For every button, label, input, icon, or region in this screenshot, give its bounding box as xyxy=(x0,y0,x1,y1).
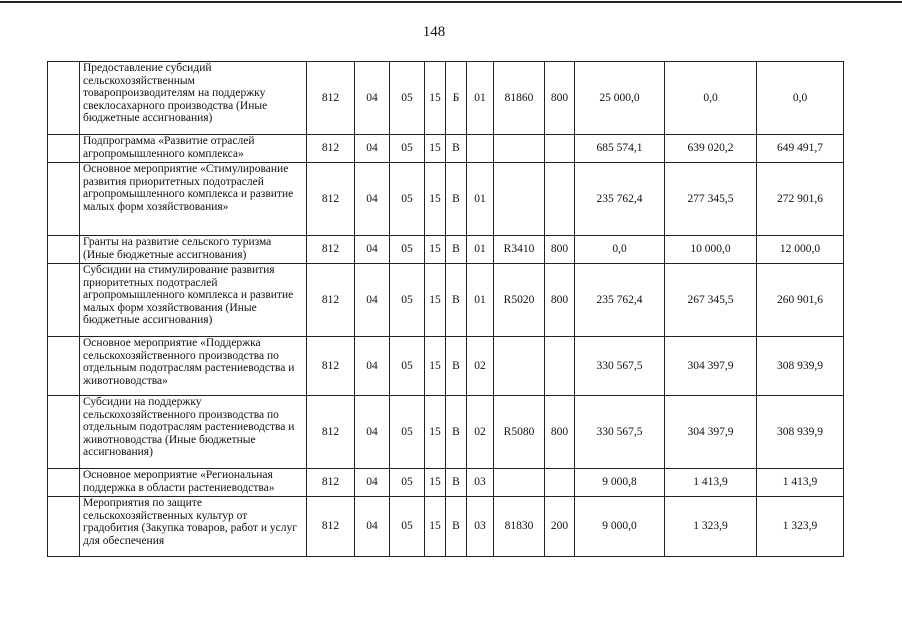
year3-cell: 260 901,6 xyxy=(757,264,844,337)
year3-cell: 649 491,7 xyxy=(757,135,844,163)
year2-cell: 10 000,0 xyxy=(665,236,757,264)
row-name: Подпрограмма «Развитие отраслей агропромышленного комплекса» xyxy=(80,135,307,163)
blank-cell xyxy=(48,135,80,163)
cs3-cell: 02 xyxy=(467,337,494,396)
pr-cell: 05 xyxy=(390,264,425,337)
blank-cell xyxy=(48,236,80,264)
vr-cell xyxy=(545,469,575,497)
table-row xyxy=(48,163,844,236)
blank-cell xyxy=(48,62,80,135)
year2-cell: 1 323,9 xyxy=(665,497,757,557)
year1-cell: 330 567,5 xyxy=(575,396,665,469)
vr-cell xyxy=(545,337,575,396)
cs4-cell xyxy=(494,163,545,236)
grbs-cell: 812 xyxy=(307,337,355,396)
cs3-cell: 03 xyxy=(467,497,494,557)
vr-cell: 800 xyxy=(545,396,575,469)
grbs-cell: 812 xyxy=(307,62,355,135)
cs2-cell: В xyxy=(446,236,467,264)
cs1-cell: 15 xyxy=(425,62,446,135)
cs2-cell: В xyxy=(446,396,467,469)
year1-cell: 25 000,0 xyxy=(575,62,665,135)
cs3-cell: 01 xyxy=(467,264,494,337)
year2-cell: 304 397,9 xyxy=(665,396,757,469)
cs2-cell: В xyxy=(446,264,467,337)
cs2-cell: В xyxy=(446,469,467,497)
vr-cell: 200 xyxy=(545,497,575,557)
rz-cell: 04 xyxy=(355,163,390,236)
year1-cell: 9 000,0 xyxy=(575,497,665,557)
year3-cell: 12 000,0 xyxy=(757,236,844,264)
rz-cell: 04 xyxy=(355,264,390,337)
table-row xyxy=(48,264,844,337)
cs2-cell: В xyxy=(446,135,467,163)
pr-cell: 05 xyxy=(390,135,425,163)
row-name: Основное мероприятие «Стимулирование развития приоритетных подотраслей агропромышленного комплекса и развитие малых форм хозяйствования» xyxy=(80,163,307,236)
blank-cell xyxy=(48,337,80,396)
cs3-cell xyxy=(467,135,494,163)
cs3-cell: 01 xyxy=(467,62,494,135)
cs3-cell: 03 xyxy=(467,469,494,497)
row-name: Субсидии на поддержку сельскохозяйственного производства по отдельным подотраслям растениеводства и животноводства (Иные бюджетные ассигнования) xyxy=(80,396,307,469)
pr-cell: 05 xyxy=(390,62,425,135)
year3-cell: 1 323,9 xyxy=(757,497,844,557)
cs4-cell: R5020 xyxy=(494,264,545,337)
year1-cell: 685 574,1 xyxy=(575,135,665,163)
rz-cell: 04 xyxy=(355,469,390,497)
year3-cell: 308 939,9 xyxy=(757,337,844,396)
year2-cell: 267 345,5 xyxy=(665,264,757,337)
year1-cell: 0,0 xyxy=(575,236,665,264)
year2-cell: 277 345,5 xyxy=(665,163,757,236)
year1-cell: 330 567,5 xyxy=(575,337,665,396)
row-name: Предоставление субсидий сельскохозяйственным товаропроизводителям на поддержку свеклосахарного производства (Иные бюджетные ассигнования) xyxy=(80,62,307,135)
year2-cell: 1 413,9 xyxy=(665,469,757,497)
rz-cell: 04 xyxy=(355,497,390,557)
table-row xyxy=(48,469,844,497)
cs4-cell xyxy=(494,469,545,497)
pr-cell: 05 xyxy=(390,236,425,264)
blank-cell xyxy=(48,469,80,497)
grbs-cell: 812 xyxy=(307,469,355,497)
cs3-cell: 01 xyxy=(467,236,494,264)
cs2-cell: Б xyxy=(446,62,467,135)
pr-cell: 05 xyxy=(390,163,425,236)
cs1-cell: 15 xyxy=(425,163,446,236)
grbs-cell: 812 xyxy=(307,264,355,337)
rz-cell: 04 xyxy=(355,236,390,264)
cs3-cell: 02 xyxy=(467,396,494,469)
vr-cell: 800 xyxy=(545,236,575,264)
year1-cell: 235 762,4 xyxy=(575,163,665,236)
blank-cell xyxy=(48,163,80,236)
rz-cell: 04 xyxy=(355,62,390,135)
table-row xyxy=(48,497,844,557)
year1-cell: 235 762,4 xyxy=(575,264,665,337)
row-name: Гранты на развитие сельского туризма (Иные бюджетные ассигнования) xyxy=(80,236,307,264)
cs1-cell: 15 xyxy=(425,469,446,497)
cs4-cell: 81830 xyxy=(494,497,545,557)
grbs-cell: 812 xyxy=(307,396,355,469)
year3-cell: 0,0 xyxy=(757,62,844,135)
vr-cell xyxy=(545,135,575,163)
blank-cell xyxy=(48,264,80,337)
top-rule xyxy=(0,1,902,3)
year1-cell: 9 000,8 xyxy=(575,469,665,497)
pr-cell: 05 xyxy=(390,469,425,497)
cs1-cell: 15 xyxy=(425,236,446,264)
row-name: Основное мероприятие «Поддержка сельскохозяйственного производства по отдельным подотраслям растениеводства и животноводства» xyxy=(80,337,307,396)
grbs-cell: 812 xyxy=(307,135,355,163)
table-row xyxy=(48,337,844,396)
year2-cell: 639 020,2 xyxy=(665,135,757,163)
cs4-cell: R5080 xyxy=(494,396,545,469)
rz-cell: 04 xyxy=(355,396,390,469)
cs2-cell: В xyxy=(446,497,467,557)
cs1-cell: 15 xyxy=(425,497,446,557)
cs4-cell xyxy=(494,135,545,163)
table-row xyxy=(48,396,844,469)
rz-cell: 04 xyxy=(355,135,390,163)
cs2-cell: В xyxy=(446,337,467,396)
cs3-cell: 01 xyxy=(467,163,494,236)
grbs-cell: 812 xyxy=(307,497,355,557)
pr-cell: 05 xyxy=(390,337,425,396)
year2-cell: 304 397,9 xyxy=(665,337,757,396)
pr-cell: 05 xyxy=(390,396,425,469)
vr-cell: 800 xyxy=(545,62,575,135)
cs1-cell: 15 xyxy=(425,264,446,337)
pr-cell: 05 xyxy=(390,497,425,557)
page-number: 148 xyxy=(422,24,446,40)
cs4-cell: 81860 xyxy=(494,62,545,135)
cs1-cell: 15 xyxy=(425,337,446,396)
cs4-cell: R3410 xyxy=(494,236,545,264)
table-row xyxy=(48,236,844,264)
cs1-cell: 15 xyxy=(425,396,446,469)
row-name: Субсидии на стимулирование развития приоритетных подотраслей агропромышленного комплекса и развитие малых форм хозяйствования (Иные бюджетные ассигнования) xyxy=(80,264,307,337)
rz-cell: 04 xyxy=(355,337,390,396)
row-name: Основное мероприятие «Региональная поддержка в области растениеводства» xyxy=(80,469,307,497)
cs4-cell xyxy=(494,337,545,396)
budget-table xyxy=(47,61,844,557)
blank-cell xyxy=(48,497,80,557)
cs1-cell: 15 xyxy=(425,135,446,163)
year3-cell: 308 939,9 xyxy=(757,396,844,469)
row-name: Мероприятия по защите сельскохозяйственных культур от градобития (Закупка товаров, работ и услуг для обеспечения xyxy=(80,497,307,557)
cs2-cell: В xyxy=(446,163,467,236)
blank-cell xyxy=(48,396,80,469)
grbs-cell: 812 xyxy=(307,163,355,236)
vr-cell: 800 xyxy=(545,264,575,337)
year3-cell: 1 413,9 xyxy=(757,469,844,497)
table-row xyxy=(48,135,844,163)
year2-cell: 0,0 xyxy=(665,62,757,135)
grbs-cell: 812 xyxy=(307,236,355,264)
year3-cell: 272 901,6 xyxy=(757,163,844,236)
table-row xyxy=(48,62,844,135)
vr-cell xyxy=(545,163,575,236)
